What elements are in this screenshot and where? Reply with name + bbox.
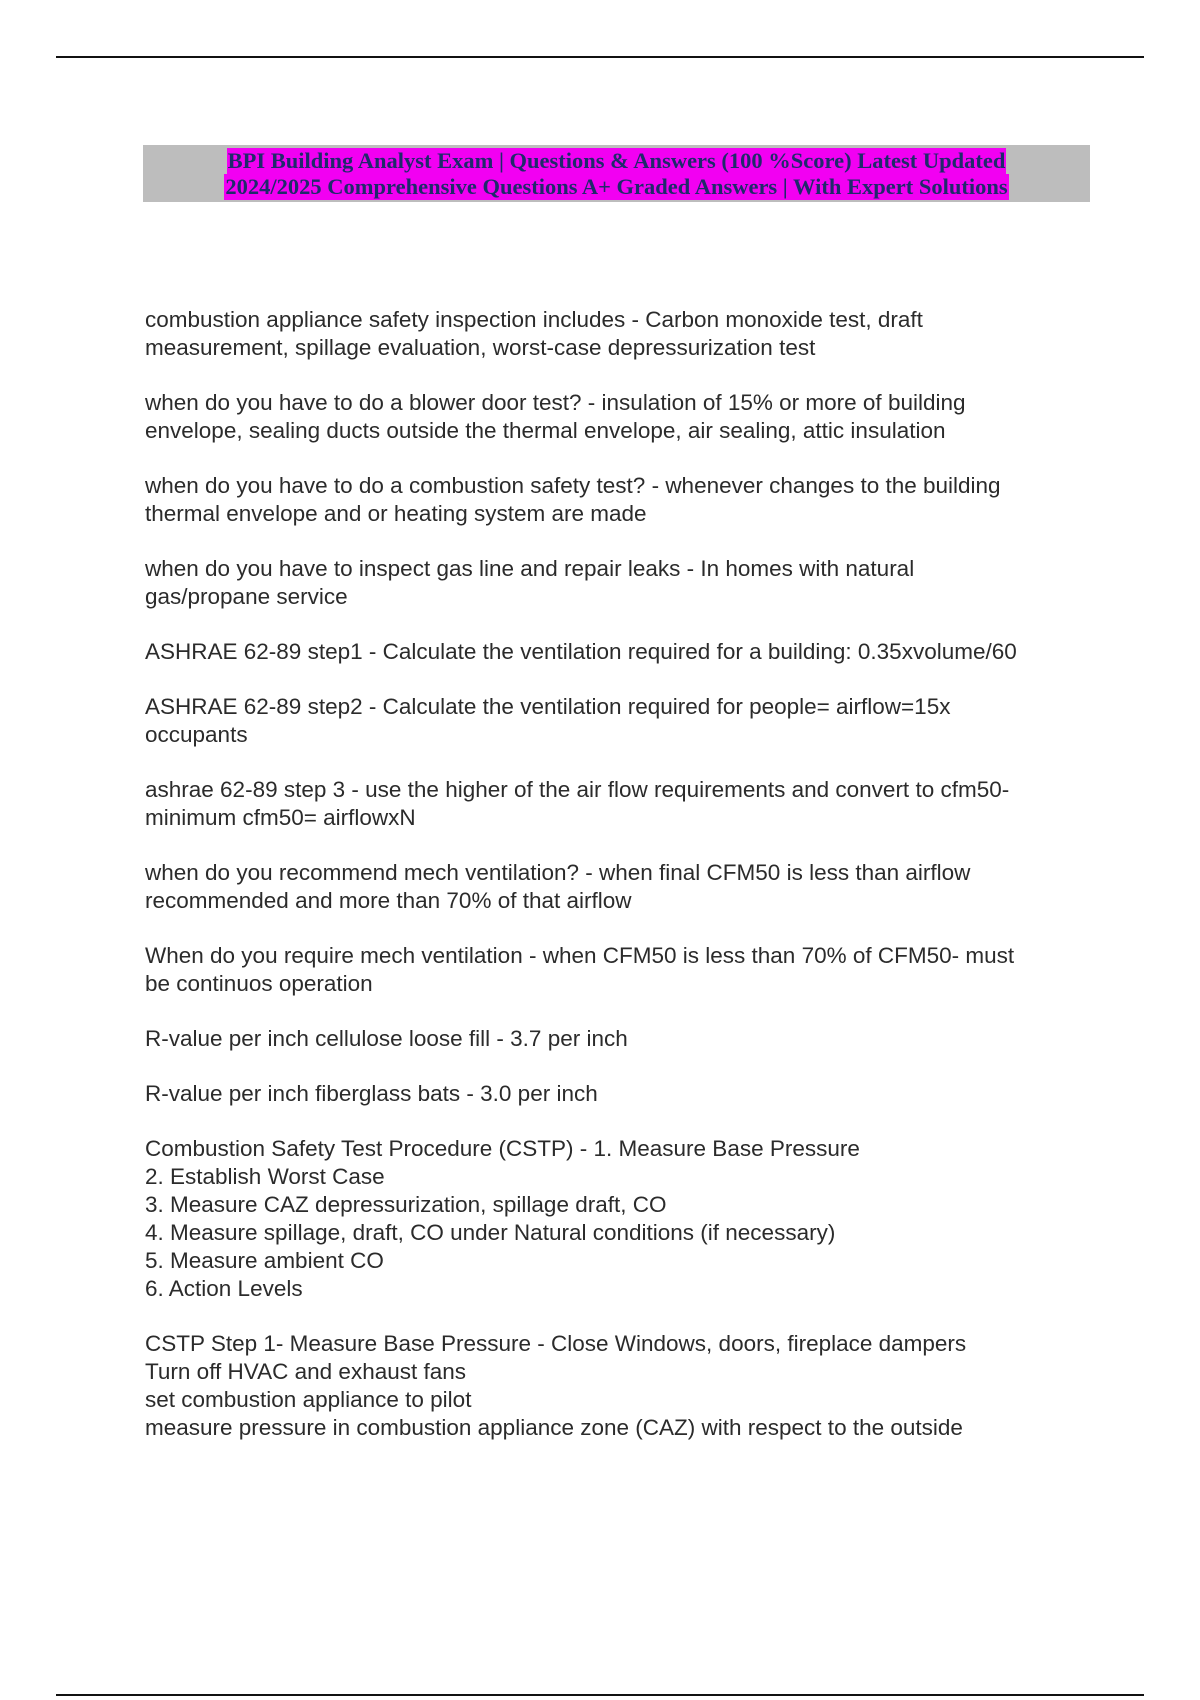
qa-entry-line: when do you have to do a combustion safety test? - whenever changes to the building xyxy=(145,473,1001,498)
qa-entry xyxy=(145,306,1105,362)
qa-entry-line: when do you have to do a blower door test? - insulation of 15% or more of building xyxy=(145,390,966,415)
qa-entry xyxy=(145,638,1105,666)
qa-entry-line: be continuos operation xyxy=(145,971,373,996)
qa-entry-line: ASHRAE 62-89 step2 - Calculate the ventilation required for people= airflow=15x xyxy=(145,694,951,719)
qa-entry-line: recommended and more than 70% of that airflow xyxy=(145,888,632,913)
qa-entry xyxy=(145,1080,1105,1108)
qa-entry-line: 6. Action Levels xyxy=(145,1276,303,1301)
qa-entry-line: occupants xyxy=(145,722,248,747)
document-title-line-2: 2024/2025 Comprehensive Questions A+ Graded Answers | With Expert Solutions xyxy=(225,173,1008,199)
qa-entry xyxy=(145,693,1105,749)
qa-list xyxy=(145,306,1105,1469)
qa-entry-line: minimum cfm50= airflowxN xyxy=(145,805,416,830)
qa-entry-line: CSTP Step 1- Measure Base Pressure - Close Windows, doors, fireplace dampers xyxy=(145,1331,967,1356)
qa-entry-line: measurement, spillage evaluation, worst-case depressurization test xyxy=(145,335,816,360)
qa-entry xyxy=(145,555,1105,611)
qa-entry xyxy=(145,859,1105,915)
qa-entry-line: set combustion appliance to pilot xyxy=(145,1387,472,1412)
qa-entry-line: envelope, sealing ducts outside the thermal envelope, air sealing, attic insulation xyxy=(145,418,946,443)
qa-entry xyxy=(145,942,1105,998)
top-rule xyxy=(56,56,1144,58)
bottom-rule xyxy=(56,1694,1144,1696)
qa-entry-line: gas/propane service xyxy=(145,584,348,609)
qa-entry xyxy=(145,776,1105,832)
qa-entry-line: 5. Measure ambient CO xyxy=(145,1248,384,1273)
qa-entry-line: when do you recommend mech ventilation? - when final CFM50 is less than airflow xyxy=(145,860,971,885)
qa-entry xyxy=(145,1135,1105,1303)
qa-entry-line: R-value per inch fiberglass bats - 3.0 per inch xyxy=(145,1081,598,1106)
qa-entry-line: 3. Measure CAZ depressurization, spillage draft, CO xyxy=(145,1192,667,1217)
qa-entry-line: 4. Measure spillage, draft, CO under Natural conditions (if necessary) xyxy=(145,1220,836,1245)
qa-entry-line: combustion appliance safety inspection includes - Carbon monoxide test, draft xyxy=(145,307,923,332)
document-title-line-1: BPI Building Analyst Exam | Questions & Answers (100 %Score) Latest Updated xyxy=(227,147,1006,173)
qa-entry xyxy=(145,1025,1105,1053)
qa-entry-line: thermal envelope and or heating system are made xyxy=(145,501,647,526)
qa-entry-line: Combustion Safety Test Procedure (CSTP) - 1. Measure Base Pressure xyxy=(145,1136,860,1161)
qa-entry-line: When do you require mech ventilation - when CFM50 is less than 70% of CFM50- must xyxy=(145,943,1015,968)
qa-entry-line: 2. Establish Worst Case xyxy=(145,1164,385,1189)
qa-entry-line: measure pressure in combustion appliance zone (CAZ) with respect to the outside xyxy=(145,1415,963,1440)
document-title-band xyxy=(143,145,1090,202)
qa-entry-line: R-value per inch cellulose loose fill - 3.7 per inch xyxy=(145,1026,628,1051)
qa-entry-line: ASHRAE 62-89 step1 - Calculate the ventilation required for a building: 0.35xvolume/60 xyxy=(145,639,1017,664)
qa-entry xyxy=(145,1330,1105,1442)
qa-entry-line: when do you have to inspect gas line and repair leaks - In homes with natural xyxy=(145,556,915,581)
qa-entry xyxy=(145,472,1105,528)
qa-entry-line: Turn off HVAC and exhaust fans xyxy=(145,1359,467,1384)
qa-entry-line: ashrae 62-89 step 3 - use the higher of the air flow requirements and convert to cfm50- xyxy=(145,777,1010,802)
qa-entry xyxy=(145,389,1105,445)
